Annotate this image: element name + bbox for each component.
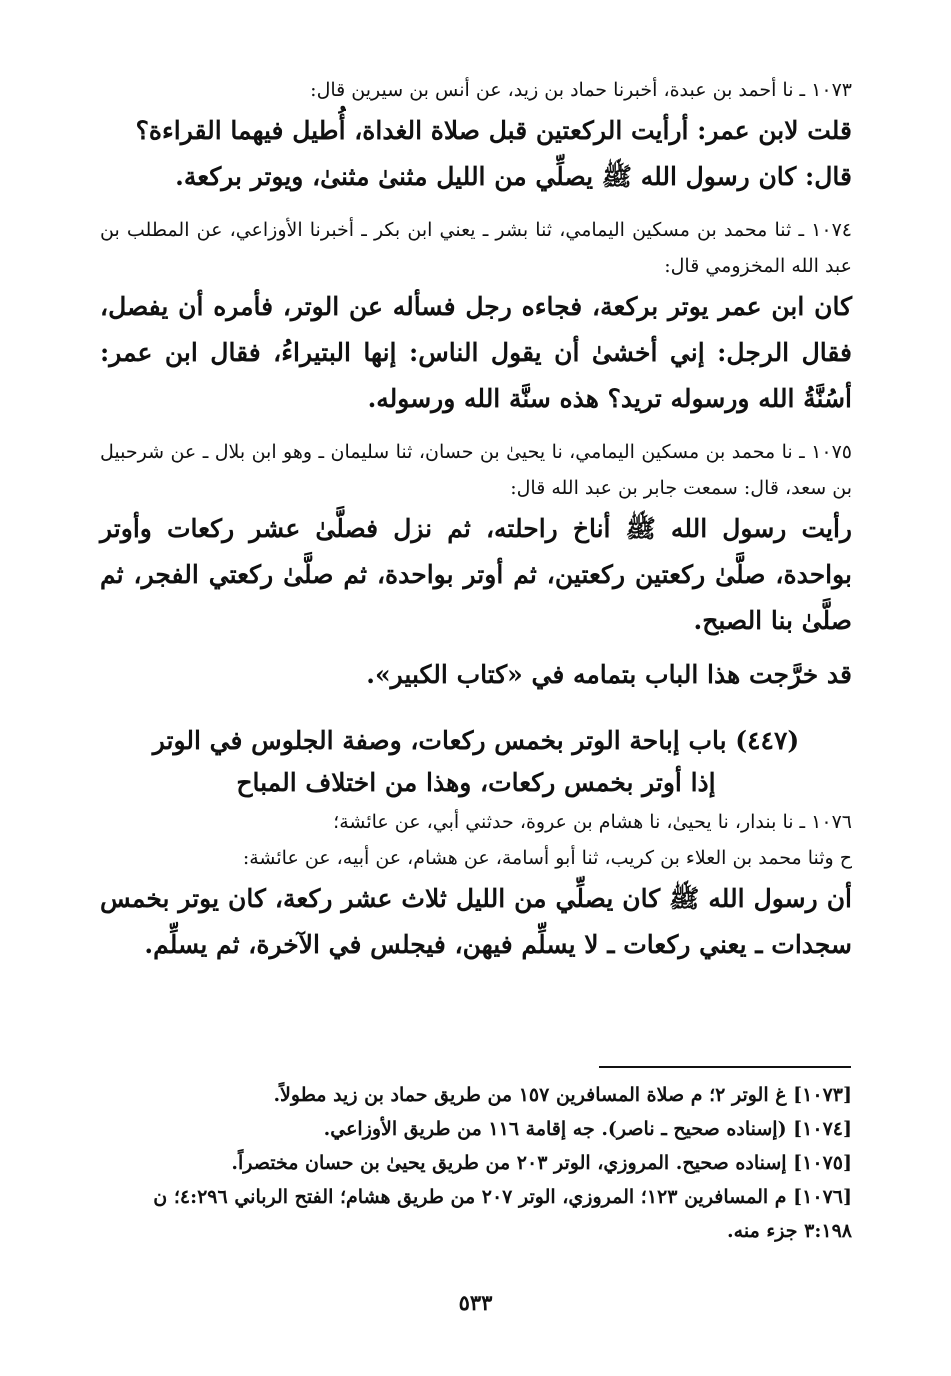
footnote-divider: [599, 1066, 851, 1068]
hadith-1074-isnad: ١٠٧٤ ـ ثنا محمد بن مسكين اليمامي، ثنا بشر ـ يعني ابن بكر ـ أخبرنا الأوزاعي، عن المطلب بن عبد الله المخزومي قال:: [100, 219, 852, 277]
hadith-1076-isnad-1: ١٠٧٦ ـ نا بندار، نا يحيىٰ، نا هشام بن عروة، حدثني أبي، عن عائشة؛: [333, 811, 852, 833]
footnote-1074: [١٠٧٤] (إسناده صحيح ـ ناصر). جه إقامة ١١٦ من طريق الأوزاعي.: [323, 1118, 852, 1140]
chapter-heading-line-2: إذا أوتر بخمس ركعات، وهذا من اختلاف المباح: [236, 768, 716, 797]
footnote-1076: [١٠٧٦] م المسافرين ١٢٣؛ المروزي، الوتر ٢٠٧ من طريق هشام؛ الفتح الرباني ٤:٢٩٦؛ ن ٣:١٩٨ جزء منه.: [153, 1186, 852, 1242]
hadith-1073-matn-2: قال: كان رسول الله ﷺ يصلِّي من الليل مثنىٰ مثنىٰ، ويوتر بركعة.: [175, 162, 852, 191]
hadith-1075-closing: قد خرَّجت هذا الباب بتمامه في «كتاب الكبير».: [366, 660, 852, 689]
hadith-1075-isnad: ١٠٧٥ ـ نا محمد بن مسكين اليمامي، نا يحيىٰ بن حسان، ثنا سليمان ـ وهو ابن بلال ـ عن شرحبيل بن سعد، قال: سمعت جابر بن عبد الله قال:: [100, 441, 852, 499]
footnote-1073: [١٠٧٣] غ الوتر ٢؛ م صلاة المسافرين ١٥٧ من طريق حماد بن زيد مطولاً.: [273, 1084, 852, 1106]
footnotes: [100, 1078, 852, 1248]
hadith-1075-matn: رأيت رسول الله ﷺ أناخ راحلته، ثم نزل فصلَّىٰ عشر ركعات وأوتر بواحدة، صلَّىٰ ركعتين ركعتين، ثم أوتر بواحدة، ثم صلَّىٰ ركعتي الفجر، ثم صلَّىٰ بنا الصبح.: [100, 514, 852, 635]
chapter-heading-line-1: (٤٤٧) باب إباحة الوتر بخمس ركعات، وصفة الجلوس في الوتر: [152, 726, 800, 755]
page-body: [100, 72, 852, 968]
hadith-1073-isnad: ١٠٧٣ ـ نا أحمد بن عبدة، أخبرنا حماد بن زيد، عن أنس بن سيرين قال:: [310, 79, 852, 101]
page-number: ٥٣٣: [458, 1290, 493, 1315]
hadith-1074-matn: كان ابن عمر يوتر بركعة، فجاءه رجل فسأله عن الوتر، فأمره أن يفصل، فقال الرجل: إني أخشىٰ أن يقول الناس: إنها البتيراءُ، فقال ابن عمر: أسُنَّةُ الله ورسوله تريد؟ هذه سنَّة الله ورسوله.: [100, 292, 852, 413]
hadith-1076-matn: أن رسول الله ﷺ كان يصلِّي من الليل ثلاث عشر ركعة، كان يوتر بخمس سجدات ـ يعني ركعات ـ لا يسلِّم فيهن، فيجلس في الآخرة، ثم يسلِّم.: [100, 884, 852, 959]
hadith-1076-isnad-2: ح وثنا محمد بن العلاء بن كريب، ثنا أبو أسامة، عن هشام، عن أبيه، عن عائشة:: [242, 847, 852, 869]
hadith-1073-matn-1: قلت لابن عمر: أرأيت الركعتين قبل صلاة الغداة، أُطيل فيهما القراءة؟: [135, 116, 852, 145]
footnote-1075: [١٠٧٥] إسناده صحيح. المروزي، الوتر ٢٠٣ من طريق يحيىٰ بن حسان مختصراً.: [231, 1152, 852, 1174]
